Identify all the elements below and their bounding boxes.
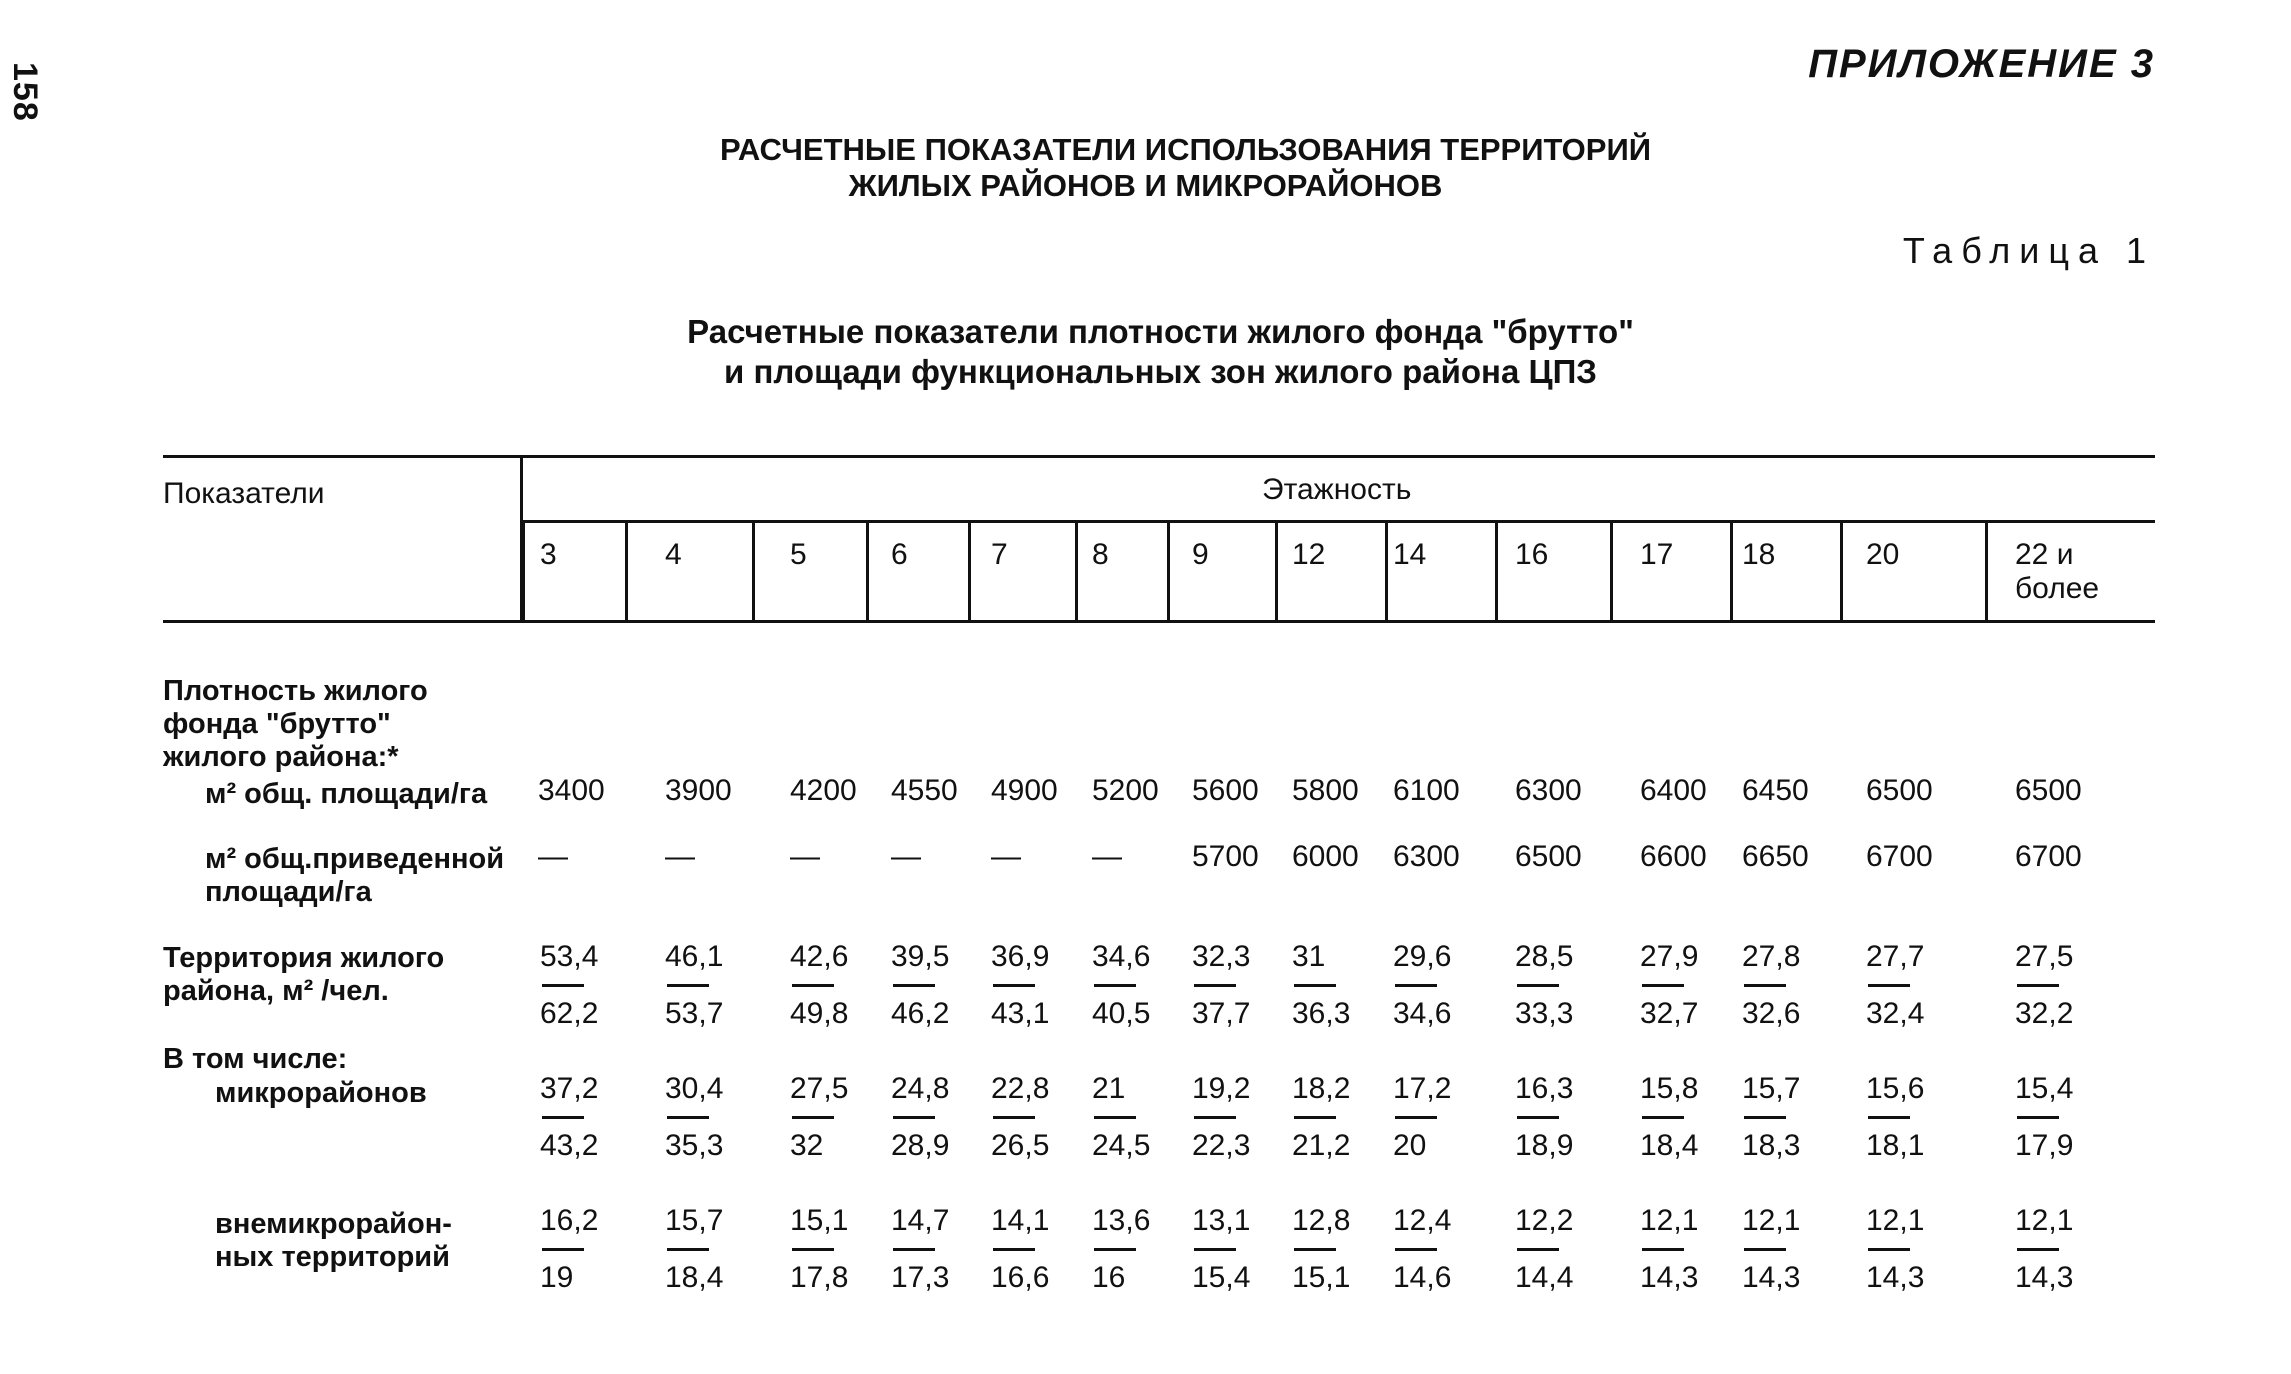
- micro-district-cell-bottom: 20: [1393, 1129, 1427, 1162]
- territory-cell: [1192, 940, 1272, 1031]
- outside-territory-cell: [540, 1204, 620, 1295]
- outside-label: внемикрорайон- ных территорий: [215, 1208, 452, 1273]
- territory-cell-top: 28,5: [1515, 940, 1574, 973]
- micro-district-cell-top: 24,8: [891, 1072, 950, 1105]
- fraction-bar: [993, 1116, 1035, 1119]
- territory-cell-bottom: 53,7: [665, 997, 724, 1030]
- territory-cell-top: 42,6: [790, 940, 849, 973]
- fraction-bar: [1395, 1248, 1437, 1251]
- floor-header-cell: 14: [1393, 538, 1427, 571]
- outside-territory-cell: [1866, 1204, 1946, 1295]
- territory-cell: [1742, 940, 1822, 1031]
- density-reduced-area-cell: —: [1092, 840, 1122, 873]
- floor-header-cell: 18: [1742, 538, 1776, 571]
- micro-district-cell-bottom: 26,5: [991, 1129, 1050, 1162]
- micro-district-cell-top: 18,2: [1292, 1072, 1351, 1105]
- density-total-area-cell: 5800: [1292, 774, 1359, 807]
- fraction-bar: [2017, 1248, 2059, 1251]
- density-total-area-cell: 4900: [991, 774, 1058, 807]
- density-total-area-cell: 6400: [1640, 774, 1707, 807]
- fraction-bar: [1868, 1116, 1910, 1119]
- density-reduced-area-cell: —: [991, 840, 1021, 873]
- fraction-bar: [1517, 1248, 1559, 1251]
- territory-cell-bottom: 32,2: [2015, 997, 2074, 1030]
- floor-column-divider: [625, 522, 628, 620]
- outside-territory-cell-bottom: 17,3: [891, 1261, 950, 1294]
- micro-district-cell: [1393, 1072, 1473, 1163]
- density-reduced-area-cell: —: [891, 840, 921, 873]
- floor-column-divider: [866, 522, 869, 620]
- fraction-bar: [1868, 1248, 1910, 1251]
- micro-district-cell-top: 15,6: [1866, 1072, 1925, 1105]
- territory-cell: [1092, 940, 1172, 1031]
- micro-district-cell: [891, 1072, 971, 1163]
- floor-header-cell: 5: [790, 538, 807, 571]
- fraction-bar: [1744, 1116, 1786, 1119]
- territory-cell: [1292, 940, 1372, 1031]
- micro-district-cell-bottom: 32: [790, 1129, 824, 1162]
- density-total-area-cell: 4550: [891, 774, 958, 807]
- floor-header-cell: 6: [891, 538, 908, 571]
- territory-cell: [891, 940, 971, 1031]
- outside-territory-cell-bottom: 14,3: [1866, 1261, 1925, 1294]
- micro-district-cell: [1515, 1072, 1595, 1163]
- micro-district-cell-top: 19,2: [1192, 1072, 1251, 1105]
- outside-territory-cell-top: 15,1: [790, 1204, 849, 1237]
- density-reduced-area-cell: —: [538, 840, 568, 873]
- territory-cell-bottom: 37,7: [1192, 997, 1251, 1030]
- micro-district-cell: [1742, 1072, 1822, 1163]
- territory-cell-top: 29,6: [1393, 940, 1452, 973]
- territory-cell-top: 53,4: [540, 940, 599, 973]
- micro-district-cell-top: 15,7: [1742, 1072, 1801, 1105]
- density-reduced-area-cell: 6000: [1292, 840, 1359, 873]
- subtitle-line-1: Расчетные показатели плотности жилого фонда "брутто": [687, 313, 1634, 350]
- micro-district-cell-top: 15,4: [2015, 1072, 2074, 1105]
- micro-district-cell-bottom: 17,9: [2015, 1129, 2074, 1162]
- floor-column-divider: [522, 522, 525, 620]
- outside-territory-cell: [1092, 1204, 1172, 1295]
- fraction-bar: [542, 1248, 584, 1251]
- floor-header-cell: 8: [1092, 538, 1109, 571]
- outside-territory-cell: [665, 1204, 745, 1295]
- territory-cell: [665, 940, 745, 1031]
- territory-cell-bottom: 40,5: [1092, 997, 1151, 1030]
- floor-header-cell: 4: [665, 538, 682, 571]
- outside-territory-cell: [991, 1204, 1071, 1295]
- floor-column-divider: [1610, 522, 1613, 620]
- outside-territory-cell: [2015, 1204, 2095, 1295]
- territory-cell: [1393, 940, 1473, 1031]
- territory-cell: [540, 940, 620, 1031]
- fraction-bar: [1395, 984, 1437, 987]
- territory-label: Территория жилого района, м² /чел.: [163, 942, 445, 1007]
- micro-district-cell: [665, 1072, 745, 1163]
- floor-header-cell: 20: [1866, 538, 1900, 571]
- outside-territory-cell: [1742, 1204, 1822, 1295]
- micro-district-cell: [790, 1072, 870, 1163]
- outside-territory-cell-top: 15,7: [665, 1204, 724, 1237]
- territory-cell-bottom: 32,6: [1742, 997, 1801, 1030]
- outside-territory-cell: [891, 1204, 971, 1295]
- territory-cell: [1515, 940, 1595, 1031]
- floor-column-divider: [1075, 522, 1078, 620]
- outside-territory-cell-bottom: 16,6: [991, 1261, 1050, 1294]
- header-bottom-rule: [163, 620, 2155, 623]
- outside-territory-cell-top: 13,1: [1192, 1204, 1251, 1237]
- fraction-bar: [993, 1248, 1035, 1251]
- outside-territory-cell-top: 12,8: [1292, 1204, 1351, 1237]
- fraction-bar: [1194, 1248, 1236, 1251]
- floor-header-cell: 12: [1292, 538, 1326, 571]
- outside-territory-cell-bottom: 15,4: [1192, 1261, 1251, 1294]
- density-total-area-cell: 5600: [1192, 774, 1259, 807]
- micro-district-cell-bottom: 24,5: [1092, 1129, 1151, 1162]
- floor-header-cell: 17: [1640, 538, 1674, 571]
- fraction-bar: [667, 1116, 709, 1119]
- density-reduced-area-cell: 6700: [2015, 840, 2082, 873]
- density-total-area-cell: 6500: [2015, 774, 2082, 807]
- density-total-area-cell: 3400: [538, 774, 605, 807]
- floor-column-divider: [1985, 522, 1988, 620]
- density-total-area-cell: 6100: [1393, 774, 1460, 807]
- outside-territory-cell-bottom: 14,4: [1515, 1261, 1574, 1294]
- density-total-area-cell: 3900: [665, 774, 732, 807]
- density-reduced-area-cell: 6600: [1640, 840, 1707, 873]
- density-total-area-cell: 6500: [1866, 774, 1933, 807]
- territory-cell: [2015, 940, 2095, 1031]
- fraction-bar: [1094, 1248, 1136, 1251]
- territory-cell-top: 32,3: [1192, 940, 1251, 973]
- micro-district-cell-bottom: 21,2: [1292, 1129, 1351, 1162]
- micro-district-cell: [2015, 1072, 2095, 1163]
- fraction-bar: [2017, 984, 2059, 987]
- density-row1-label: м² общ. площади/га: [205, 778, 488, 810]
- floor-column-divider: [1275, 522, 1278, 620]
- territory-cell-bottom: 49,8: [790, 997, 849, 1030]
- fraction-bar: [542, 1116, 584, 1119]
- density-reduced-area-cell: 6650: [1742, 840, 1809, 873]
- density-total-area-cell: 4200: [790, 774, 857, 807]
- outside-territory-cell: [790, 1204, 870, 1295]
- territory-cell: [1866, 940, 1946, 1031]
- outside-territory-cell-bottom: 16: [1092, 1261, 1126, 1294]
- density-total-area-cell: 6450: [1742, 774, 1809, 807]
- title-line-1: РАСЧЕТНЫЕ ПОКАЗАТЕЛИ ИСПОЛЬЗОВАНИЯ ТЕРРИТОРИЙ: [719, 132, 1652, 167]
- territory-cell-top: 34,6: [1092, 940, 1151, 973]
- density-reduced-area-cell: 6500: [1515, 840, 1582, 873]
- density-total-area-cell: 6300: [1515, 774, 1582, 807]
- fraction-bar: [1517, 1116, 1559, 1119]
- territory-cell-top: 27,9: [1640, 940, 1699, 973]
- territory-cell-bottom: 62,2: [540, 997, 599, 1030]
- floor-header-cell: 9: [1192, 538, 1209, 571]
- fraction-bar: [792, 984, 834, 987]
- micro-district-cell: [991, 1072, 1071, 1163]
- fraction-bar: [1094, 1116, 1136, 1119]
- outside-territory-cell-top: 13,6: [1092, 1204, 1151, 1237]
- fraction-bar: [993, 984, 1035, 987]
- territory-cell-top: 46,1: [665, 940, 724, 973]
- outside-territory-cell-top: 12,1: [1640, 1204, 1699, 1237]
- outside-territory-cell-bottom: 18,4: [665, 1261, 724, 1294]
- territory-cell-bottom: 32,4: [1866, 997, 1925, 1030]
- density-reduced-area-cell: —: [665, 840, 695, 873]
- fraction-bar: [1194, 1116, 1236, 1119]
- floor-header-cell: 7: [991, 538, 1008, 571]
- density-total-area-cell: 5200: [1092, 774, 1159, 807]
- table-top-rule: [163, 455, 2155, 458]
- fraction-bar: [893, 984, 935, 987]
- fraction-bar: [1294, 1116, 1336, 1119]
- micro-district-cell-bottom: 18,1: [1866, 1129, 1925, 1162]
- micro-district-cell: [1640, 1072, 1720, 1163]
- micro-district-cell-bottom: 43,2: [540, 1129, 599, 1162]
- outside-territory-cell-bottom: 15,1: [1292, 1261, 1351, 1294]
- outside-territory-cell-top: 12,1: [1866, 1204, 1925, 1237]
- micro-label: микрорайонов: [215, 1077, 427, 1109]
- micro-district-cell-top: 37,2: [540, 1072, 599, 1105]
- fraction-bar: [1642, 984, 1684, 987]
- micro-district-cell: [1292, 1072, 1372, 1163]
- territory-cell-top: 27,5: [2015, 940, 2074, 973]
- territory-cell-top: 27,7: [1866, 940, 1925, 973]
- micro-district-cell: [1192, 1072, 1272, 1163]
- density-reduced-area-cell: 6700: [1866, 840, 1933, 873]
- territory-cell: [991, 940, 1071, 1031]
- fraction-bar: [1642, 1116, 1684, 1119]
- territory-cell-top: 39,5: [891, 940, 950, 973]
- fraction-bar: [893, 1116, 935, 1119]
- micro-district-cell-top: 30,4: [665, 1072, 724, 1105]
- table-label: Таблица 1: [1902, 230, 2155, 271]
- outside-territory-cell-bottom: 19: [540, 1261, 574, 1294]
- territory-cell-top: 31: [1292, 940, 1326, 973]
- outside-territory-cell-bottom: 14,3: [1742, 1261, 1801, 1294]
- fraction-bar: [1395, 1116, 1437, 1119]
- fraction-bar: [667, 1248, 709, 1251]
- document-title: [0, 132, 2291, 204]
- territory-cell: [1640, 940, 1720, 1031]
- micro-district-cell-bottom: 18,4: [1640, 1129, 1699, 1162]
- outside-territory-cell-top: 12,4: [1393, 1204, 1452, 1237]
- fraction-bar: [792, 1248, 834, 1251]
- micro-district-cell: [540, 1072, 620, 1163]
- fraction-bar: [1744, 1248, 1786, 1251]
- outside-territory-cell-top: 12,1: [2015, 1204, 2074, 1237]
- territory-cell-bottom: 46,2: [891, 997, 950, 1030]
- outside-territory-cell: [1393, 1204, 1473, 1295]
- fraction-bar: [1294, 984, 1336, 987]
- micro-district-cell-top: 15,8: [1640, 1072, 1699, 1105]
- micro-district-cell-top: 16,3: [1515, 1072, 1574, 1105]
- floor-column-divider: [752, 522, 755, 620]
- outside-territory-cell-top: 14,1: [991, 1204, 1050, 1237]
- outside-territory-cell-top: 16,2: [540, 1204, 599, 1237]
- territory-cell-top: 27,8: [1742, 940, 1801, 973]
- micro-district-cell-bottom: 18,9: [1515, 1129, 1574, 1162]
- floor-column-divider: [1167, 522, 1170, 620]
- outside-territory-cell-top: 14,7: [891, 1204, 950, 1237]
- fraction-bar: [542, 984, 584, 987]
- micro-district-cell-bottom: 22,3: [1192, 1129, 1251, 1162]
- micro-district-cell-bottom: 35,3: [665, 1129, 724, 1162]
- including-label: В том числе:: [163, 1043, 348, 1075]
- fraction-bar: [1194, 984, 1236, 987]
- territory-cell-bottom: 43,1: [991, 997, 1050, 1030]
- floor-header-cell: 3: [540, 538, 557, 571]
- outside-territory-cell-bottom: 17,8: [790, 1261, 849, 1294]
- appendix-label: ПРИЛОЖЕНИЕ 3: [1808, 42, 2155, 86]
- fraction-bar: [1744, 984, 1786, 987]
- floor-column-divider: [1730, 522, 1733, 620]
- micro-district-cell-top: 27,5: [790, 1072, 849, 1105]
- fraction-bar: [792, 1116, 834, 1119]
- territory-cell: [790, 940, 870, 1031]
- outside-territory-cell: [1192, 1204, 1272, 1295]
- header-mid-rule: [522, 520, 2155, 523]
- territory-cell-bottom: 34,6: [1393, 997, 1452, 1030]
- density-label: Плотность жилого фонда "брутто" жилого района:*: [163, 675, 428, 773]
- outside-territory-cell-bottom: 14,6: [1393, 1261, 1452, 1294]
- fraction-bar: [1094, 984, 1136, 987]
- outside-territory-cell: [1515, 1204, 1595, 1295]
- micro-district-cell-bottom: 28,9: [891, 1129, 950, 1162]
- outside-territory-cell-bottom: 14,3: [2015, 1261, 2074, 1294]
- title-line-2: ЖИЛЫХ РАЙОНОВ И МИКРОРАЙОНОВ: [848, 168, 1443, 203]
- floor-column-divider: [1385, 522, 1388, 620]
- page-number: 158: [6, 62, 44, 122]
- fraction-bar: [1642, 1248, 1684, 1251]
- territory-cell-bottom: 33,3: [1515, 997, 1574, 1030]
- outside-territory-cell: [1292, 1204, 1372, 1295]
- density-reduced-area-cell: 6300: [1393, 840, 1460, 873]
- territory-cell-top: 36,9: [991, 940, 1050, 973]
- fraction-bar: [893, 1248, 935, 1251]
- fraction-bar: [1294, 1248, 1336, 1251]
- table-subtitle: [0, 312, 2291, 392]
- fraction-bar: [2017, 1116, 2059, 1119]
- micro-district-cell-top: 22,8: [991, 1072, 1050, 1105]
- density-row2-label: м² общ.приведенной площади/га: [205, 843, 505, 908]
- floor-column-divider: [1495, 522, 1498, 620]
- micro-district-cell-top: 17,2: [1393, 1072, 1452, 1105]
- fraction-bar: [667, 984, 709, 987]
- micro-district-cell-top: 21: [1092, 1072, 1126, 1105]
- density-reduced-area-cell: —: [790, 840, 820, 873]
- outside-territory-cell: [1640, 1204, 1720, 1295]
- territory-cell-bottom: 32,7: [1640, 997, 1699, 1030]
- outside-territory-cell-top: 12,2: [1515, 1204, 1574, 1237]
- micro-district-cell: [1866, 1072, 1946, 1163]
- floor-header-cell: 16: [1515, 538, 1549, 571]
- outside-territory-cell-bottom: 14,3: [1640, 1261, 1699, 1294]
- floor-column-divider: [1840, 522, 1843, 620]
- fraction-bar: [1517, 984, 1559, 987]
- outside-territory-cell-top: 12,1: [1742, 1204, 1801, 1237]
- floor-column-divider: [968, 522, 971, 620]
- micro-district-cell: [1092, 1072, 1172, 1163]
- density-reduced-area-cell: 5700: [1192, 840, 1259, 873]
- column-header-indicators: Показатели: [163, 477, 325, 510]
- micro-district-cell-bottom: 18,3: [1742, 1129, 1801, 1162]
- column-group-floors: Этажность: [1262, 473, 1412, 506]
- subtitle-line-2: и площади функциональных зон жилого района ЦПЗ: [724, 353, 1597, 390]
- territory-cell-bottom: 36,3: [1292, 997, 1351, 1030]
- floor-header-cell: 22 и более: [2015, 538, 2100, 605]
- fraction-bar: [1868, 984, 1910, 987]
